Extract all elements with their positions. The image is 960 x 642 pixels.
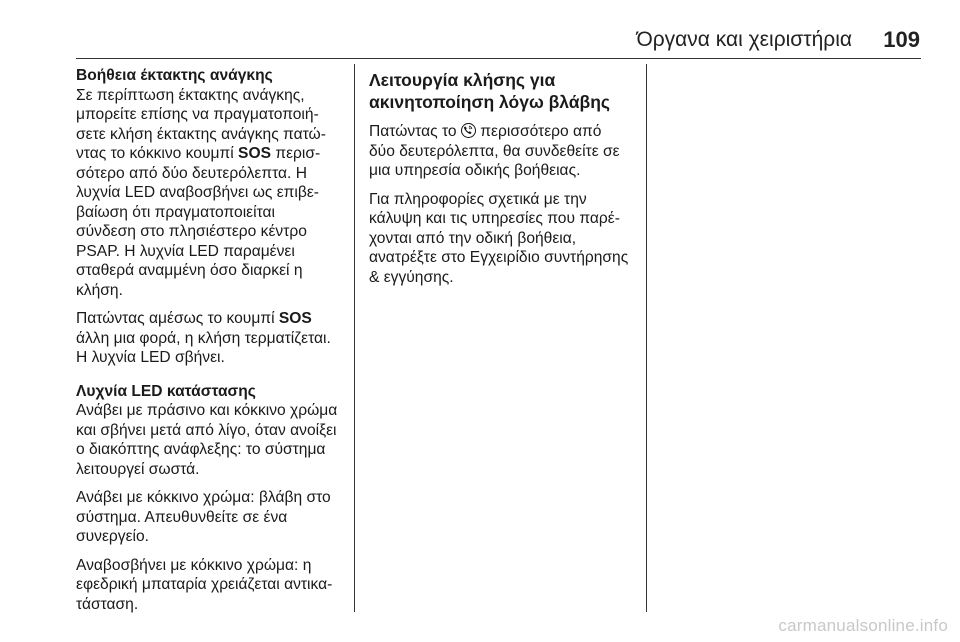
text-line: σύστημα. Απευθυνθείτε σε ένα: [76, 508, 288, 526]
text-fragment: Πατώντας αμέσως το κουμπί: [76, 310, 275, 327]
left-column: [76, 66, 352, 623]
text-line: και σβήνει μετά από λίγο, όταν ανοίξει: [76, 421, 337, 439]
column-divider-right: [646, 64, 647, 612]
text-line: [76, 309, 352, 329]
text-line: σετε κλήση έκτακτης ανάγκης πατώ-: [76, 125, 326, 143]
breakdown-paragraph-1: [369, 122, 639, 181]
status-led-heading: Λυχνία LED κατάστασης: [76, 382, 256, 400]
text-line: ο διακόπτης ανάφλεξης: το σύστημα: [76, 441, 326, 458]
text-line: μπορείτε επίσης να πραγματοποιή-: [76, 106, 319, 123]
sos-keyword: SOS: [238, 145, 271, 162]
page-number: 109: [883, 27, 920, 52]
status-led-paragraph-3: [76, 556, 352, 615]
text-line: εφεδρική μπαταρία χρειάζεται αντικα-: [76, 576, 333, 593]
section-title: Όργανα και χειριστήρια: [636, 28, 852, 51]
text-line: μια υπηρεσία οδικής βοήθειας.: [369, 162, 581, 179]
column-divider-left: [354, 64, 355, 612]
emergency-help-paragraph-1: [76, 86, 352, 301]
page-header: [0, 24, 960, 54]
text-line: PSAP. Η λυχνία LED παραμένει: [76, 242, 295, 260]
breakdown-call-heading: [369, 69, 639, 113]
roadside-assistance-icon: [461, 123, 476, 138]
watermark: carmanualsonline.info: [778, 616, 948, 635]
text-line: τάσταση.: [76, 595, 139, 613]
status-led-paragraph-2: [76, 488, 352, 547]
text-line: σύνδεση στο πλησιέστερο κέντρο: [76, 223, 307, 240]
text-line: λυχνία LED αναβοσβήνει ως επιβε-: [76, 184, 320, 201]
text-line: Σε περίπτωση έκτακτης ανάγκης,: [76, 86, 305, 104]
text-line: λειτουργεί σωστά.: [76, 460, 200, 478]
status-led-paragraph-1: [76, 401, 352, 479]
text-line: Αναβοσβήνει με κόκκινο χρώμα: η: [76, 556, 312, 574]
text-fragment: περισσότερο από: [480, 123, 602, 140]
text-line: Για πληροφορίες σχετικά με την: [369, 190, 587, 208]
text-line: χονται από την οδική βοήθεια,: [369, 229, 577, 247]
text-line: σταθερά αναμμένη όσο διαρκεί η: [76, 262, 303, 279]
emergency-help-paragraph-2: [76, 309, 352, 368]
heading-line: Λειτουργία κλήσης για: [369, 70, 556, 90]
text-fragment: περισ-: [275, 145, 321, 162]
text-line: άλλη μια φορά, η κλήση τερματίζεται.: [76, 329, 331, 347]
text-line: [76, 144, 352, 164]
text-line: [369, 122, 639, 142]
breakdown-paragraph-2: [369, 190, 639, 288]
text-line: συνεργείο.: [76, 528, 149, 545]
middle-column: [369, 69, 639, 296]
text-line: Ανάβει με πράσινο και κόκκινο χρώμα: [76, 402, 338, 419]
text-line: Ανάβει με κόκκινο χρώμα: βλάβη στο: [76, 489, 331, 506]
text-line: σότερο από δύο δευτερόλεπτα. Η: [76, 164, 307, 182]
sos-keyword: SOS: [278, 310, 312, 327]
text-line: ανατρέξτε στο Εγχειρίδιο συντήρησης: [369, 249, 629, 266]
text-line: κάλυψη και τις υπηρεσίες που παρέ-: [369, 210, 620, 227]
text-fragment: Πατώντας το: [369, 123, 457, 140]
text-line: κλήση.: [76, 281, 123, 299]
text-line: Η λυχνία LED σβήνει.: [76, 349, 225, 366]
text-line: & εγγύησης.: [369, 268, 454, 286]
header-rule: [76, 58, 921, 59]
status-led-section: [76, 382, 352, 615]
text-fragment: ντας το κόκκινο κουμπί: [76, 145, 234, 162]
heading-line: ακινητοποίηση λόγω βλάβης: [369, 92, 611, 112]
text-line: δύο δευτερόλεπτα, θα συνδεθείτε σε: [369, 142, 620, 160]
emergency-help-heading: Βοήθεια έκτακτης ανάγκης: [76, 67, 273, 84]
text-line: βαίωση ότι πραγματοποιείται: [76, 203, 276, 221]
